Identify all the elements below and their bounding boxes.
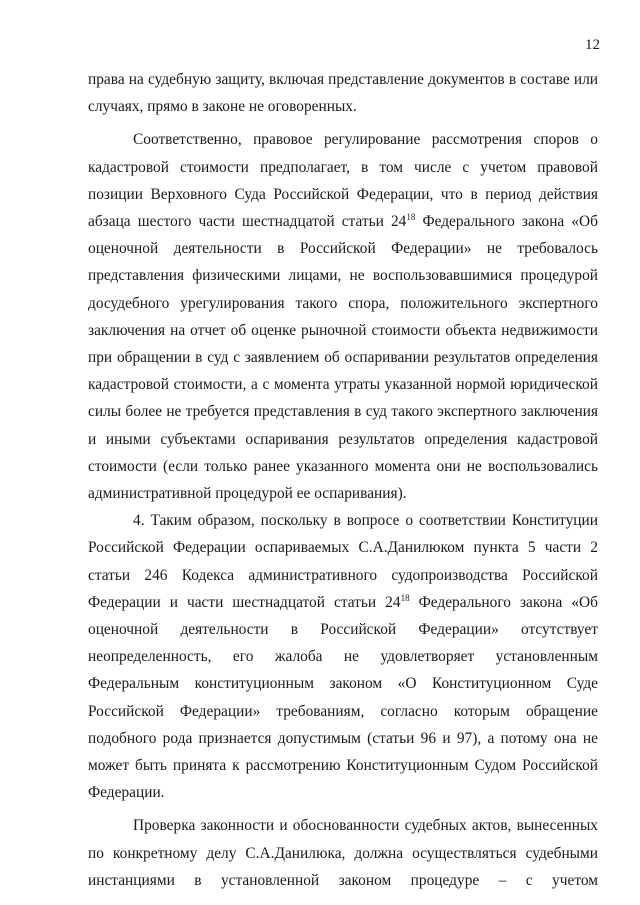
paragraph-conclusion: [88, 507, 598, 806]
paragraph-continuation: права на судебную защиту, включая представление документов в составе или случаях, прямо в законе не оговоренных.: [88, 71, 598, 116]
superscript-article-index: 18: [400, 592, 410, 603]
paragraph-text: Федерального закона «Об оценочной деятельности в Российской Федерации» отсутствует неопределенность, его жалоба не удовлетворяет установленным Федеральным конституционным законом «О Конституционном Суде Российской Федерации» требованиям, согласно которым обращение подобного рода признается допустимым (статьи 96 и 97), а потому она не может быть принята к рассмотрению Конституционным Судом Российской Федерации.: [88, 593, 599, 802]
document-body: [88, 66, 598, 894]
paragraph-text: Соответственно, правовое регулирование рассмотрения споров о кадастровой стоимости предполагает, в том числе с учетом правовой позиции Верховного Суда Российской Федерации, что в период действия абзаца шестого части шестнадцатой статьи 24: [88, 131, 598, 231]
superscript-article-index: 18: [406, 211, 416, 222]
paragraph-text: Федерального закона «Об оценочной деятельности в Российской Федерации» не требовалось представления физическими лицами, не воспользовавшимися процедурой досудебного урегулирования такого спора, положительного экспертного заключения на отчет об оценке рыночной стоимости объекта недвижимости при обращении в суд с заявлением об оспаривании результатов определения кадастровой стоимости, а с момента утраты указанной нормой юридической силы более не требуется представления в суд такого экспертного заключения и иными субъектами оспаривания результатов определения кадастровой стоимости (если только ранее указанного момента они не воспользовались административной процедурой ее оспаривания).: [88, 213, 598, 503]
paragraph-text: 4. Таким образом, поскольку в вопросе о соответствии Конституции Российской Федерации оспариваемых С.А.Данилюком пункта 5 части 2 статьи 246 Кодекса административного судопроизводства Российской Федерации и части шестнадцатой статьи 24: [88, 512, 598, 611]
paragraph-cadastral-regulation: [88, 126, 598, 507]
paragraph-verification: Проверка законности и обоснованности судебных актов, вынесенных по конкретному делу С.А.Данилюка, должна осуществляться судебными инстанциями в установленной законом процедуре – с учетом: [88, 817, 598, 889]
page-number: 12: [585, 37, 600, 53]
